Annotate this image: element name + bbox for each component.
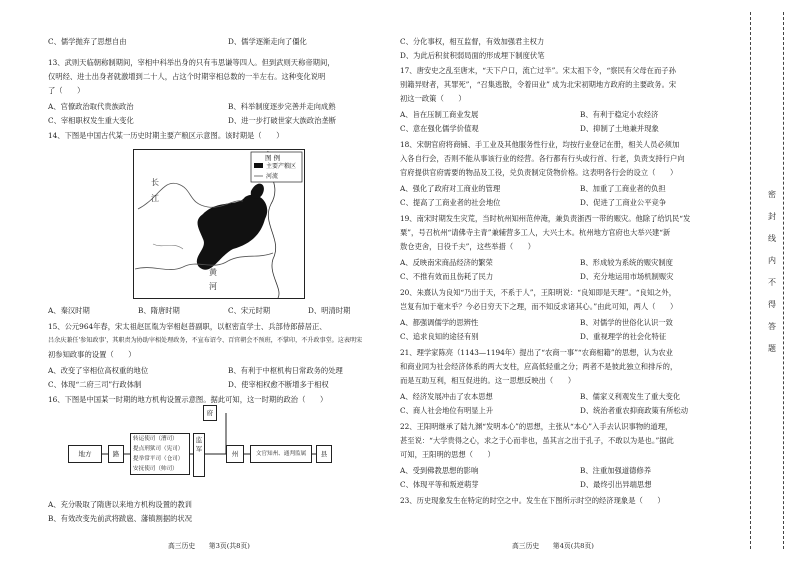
question-line: 和商业同为社会经济体系的两大支柱，应高低轻重之分；两者不是彼此独立和排斥的， [400,362,678,371]
map-label: 长 [151,178,159,187]
option-text: A、改变了宰相位高权重的地位 [48,366,149,375]
question-line: C、分化事权，相互监督，有效加强君主权力 [400,37,545,46]
jun-label: 军 [195,445,203,453]
seal-char: 内 [768,256,776,265]
office: 安抚使司（帅司） [133,466,178,472]
office: 转运使司（漕司） [133,436,178,442]
question-line: B、有效改变先前武将跋扈、藩镇割据的状况 [48,514,193,523]
seal-margin [742,0,794,561]
seal-char: 不 [768,278,776,287]
option-text: A、秦汉时期 [48,306,90,315]
option-text: C、体现平等和叛逆萌芽 [400,480,479,489]
box-zhou: 州 [226,445,244,463]
map-label: 黄 [209,268,217,277]
legend-item: 主要产粮区 [266,163,297,170]
option-text: A、都强调儒学的思辨性 [400,318,479,327]
office: 提点刑狱司（宪司） [133,446,184,452]
option-text: A、官僚政治取代贵族政治 [48,102,134,111]
jian-label: 监 [195,436,203,444]
footer-right: 高三历史 第4页(共8页) [512,542,594,550]
option-text: C、宰相职权发生重大变化 [48,116,134,125]
seal-char: 题 [768,344,776,353]
question-line: 19、南宋时期发生灾荒，当时杭州知州范仲淹，兼负责浙西一带的赈灾。他除了给饥民“发 [400,214,691,223]
box-local: 地方 [68,445,102,463]
question-line: 敖仓吏舍，日役千夫”，这些举措（ ） [400,242,536,251]
option-text: B、形成较为系统的赈灾制度 [580,258,673,267]
admin-diagram [68,405,338,495]
option-text: B、隋唐时期 [138,306,180,315]
right-page [400,0,730,561]
question-line: 15、公元964年春，宋太祖赵匡胤为宰相赵普副职，以枢密直学士、兵部侍郎薛居正、 [48,322,327,331]
box-fu: 府 [203,405,217,421]
question-line: 吕余庆兼任'参知政事'，其职责为协助宰相处理政务，不宣布诏令、百官朝会不预班，不掌印，不升政事堂。这表明宋 [48,337,363,344]
question-line: 而是互助互利，相互促进的。这一思想反映出（ ） [400,376,576,385]
option-text: D、重视理学的社会化特征 [580,332,667,341]
box-jian-jun [193,433,205,477]
question-line: A、充分吸取了隋唐以来地方机构设置的教训 [48,500,192,509]
option-text: B、注重加强道德修养 [580,466,652,475]
option-text: C、宋元时期 [228,306,271,315]
grain-area-map [133,149,305,299]
option-text: A、受到佛教思想的影响 [400,466,479,475]
question-line: 20、朱熹认为良知“乃出于天，不系于人”，王阳明说：“良知即是天理”。“良知之外， [400,288,677,297]
option-text: D、促进了工商业公平竞争 [580,198,667,207]
seal-char: 密 [768,190,776,199]
question-line: 了（ ） [48,86,85,95]
question-line: D、为此后积贫积弱局面的形成埋下制度伏笔 [400,51,545,60]
office: 提举常平司（仓司） [133,456,184,462]
footer-left: 高三历史 第3页(共8页) [168,542,250,550]
question-line: 16、下图是中国某一时期的地方机构设置示意图。据此可知，这一时期的政治（ ） [48,395,328,404]
option-text: D、抑制了土地兼并现象 [580,124,659,133]
legend-title: 图 例 [265,154,281,162]
question-line: 粟”，号召杭州“请佛寺主青”兼辅营多工人，大兴土木。杭州地方官府也大举兴建“新 [400,228,671,237]
question-line: 仅明经、进士出身者就激增到二十人，占这个时期宰相总数的一半左右。这种变化说明 [48,72,326,81]
seal-char: 得 [768,300,776,309]
option-text: C、意在强化儒学价值观 [400,124,479,133]
seal-char: 线 [768,234,776,243]
question-line: 13、武则天临朝称制期间，宰相中科举出身的只有韦思谦等四人。但到武则天称帝期间， [48,58,335,67]
option-text: D、充分地运用市场机制赈灾 [580,272,674,281]
question-line: 初这一政策（ ） [400,94,466,103]
question-line: 14、下图是中国古代某一历史时期主要产粮区示意图。该时期是（ ） [48,131,284,140]
box-four-offices [130,433,190,475]
option-text: C、提高了工商业者的社会地位 [400,198,501,207]
option-text: B、科举制度逐步完善并走向成熟 [228,102,336,111]
option-text: C、体现“二府三司”行政体制 [48,380,142,389]
option-text: B、加重了工商业者的负担 [580,184,666,193]
option-text: B、对儒学的世俗化认识一致 [580,318,673,327]
question-line: 21、理学家陈亮（1143—1194年）提出了“农商一事”“农商相籍”的思想，认为农业 [400,348,673,357]
option-text: B、儒家义利观发生了重大变化 [580,392,681,401]
option-text: D、最终引出异端思想 [580,480,652,489]
question-line: 别籍异财者，其罪死”，“召集逃散，令着田业” 成为北宋初期地方政府的主要政务。宋 [400,80,677,89]
option-text: A、经济发展冲击了农本思想 [400,392,493,401]
option-text: A、旨在压制工商业发展 [400,110,479,119]
legend-item: 河流 [266,173,279,180]
box-lu: 路 [108,445,124,463]
question-line: 可知，王阳明的思想（ ） [400,450,495,459]
option-text: D、使宰相权愈不断增多于相权 [228,380,329,389]
option-text: C、儒学抛弃了思想自由 [48,37,127,46]
box-xian: 县 [316,445,332,463]
question-line: 初参知政事的设置（ ） [48,350,136,359]
option-text: A、强化了政府对工商业的管理 [400,184,501,193]
question-line: 18、宋朝官府将商铺、手工业及其他服务性行业，均按行业登记在册，相关人员必须加 [400,140,680,149]
seal-char: 答 [768,322,776,331]
question-line: 17、唐安史之乱至唐末，“天下户口，流亡过半”。宋太祖下令，“察民有父母在而子孙 [400,66,676,75]
option-text: D、统治者重农抑商政策有所松动 [580,406,689,415]
question-line: 入各自行会，否则不能从事该行业的经营。各行都有行头或行首、行老，负责支持行户向 [400,154,685,163]
option-text: D、进一步打破世家大族政治垄断 [228,116,337,125]
option-text: A、反映南宋商品经济的繁荣 [400,258,493,267]
option-text: B、有利于中枢机构日常政务的处理 [228,366,343,375]
option-text: C、不推有效而且伤耗了民力 [400,272,494,281]
box-civil-officials: 文官知州、通判监属 [250,445,312,463]
option-text: D、儒学逐渐走向了僵化 [228,37,307,46]
question-line: 官府提供官府需要的物品及工役，兑负责制定货物价格。这表明各行会的设立（ ） [400,168,678,177]
seal-char: 封 [768,212,776,221]
option-text: D、明清时期 [308,306,351,315]
question-line: 22、王阳明继承了陆九渊“发明本心”的思想，主张从“本心”入手去认识事物的道理， [400,422,673,431]
option-text: C、商人社会地位有明显上升 [400,406,494,415]
question-line: 岂复有加于毫末乎？今必日穷天下之理，而不知反求诸其心。”由此可知，两人（ ） [400,302,678,311]
question-line: 23、历史现象发生在特定的时空之中。发生在下图所示时空的经济现象是（ ） [400,496,665,505]
option-text: B、有利于稳定小农经济 [580,110,659,119]
option-text: C、追求良知的途径有别 [400,332,479,341]
map-label: 河 [209,282,217,291]
question-line: 甚至说：“大学贵得之心，求之于心而非也，虽其言之出于孔子，不敢以为是也。”据此 [400,436,674,445]
map-label: 江 [151,194,159,203]
